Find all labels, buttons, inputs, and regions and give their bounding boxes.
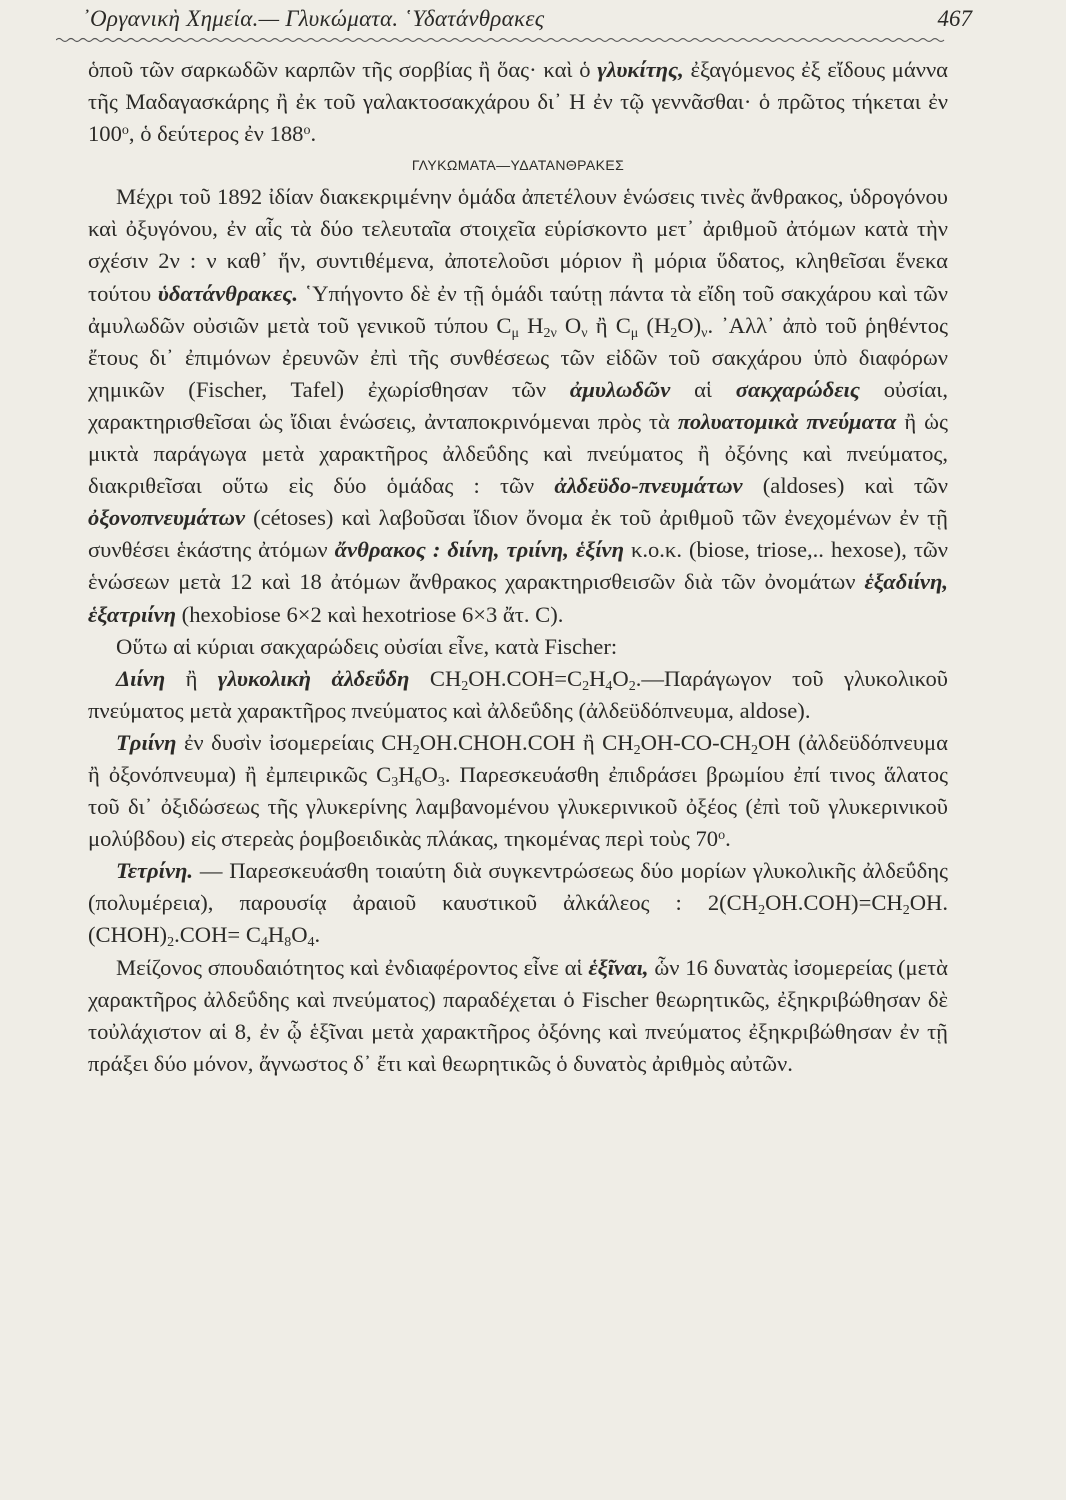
subscript: 2	[461, 678, 469, 694]
subscript: 4	[605, 678, 613, 694]
text-run: OH-CO-CH	[640, 729, 752, 755]
text-run: ὧν 16 δυνατὰς ἰσομερείας (μετὰ χαρακτῆρος ἀλδεΰδης καὶ πνεύματος) παραδέχεται ὁ Fischer θεωρητικῶς, ἐξηκριβώθησαν δὲ τοὐλάχιστον αἱ 8, ἐν ᾧ ἑξῖναι μετὰ χαρακτῆρος ὀξόνης καὶ πνεύματος ἐξηκριβώθησαν ἐν τῇ πράξει δύο μόνον, ἄγνωστος δ᾿ ἔτι καὶ θεωρητικῶς ὁ δυνατὸς ἀριθμὸς αὐτῶν.	[88, 954, 948, 1076]
subscript: 2	[758, 903, 766, 919]
text-run: (aldoses) καὶ τῶν	[742, 473, 948, 499]
text-run: .	[725, 826, 731, 852]
subscript: μ	[511, 325, 519, 341]
term-glykitis: γλυκίτης,	[597, 57, 684, 82]
degree-mark: ο	[718, 828, 726, 844]
term-amylodon: ἀμυλωδῶν	[569, 376, 671, 402]
text-run: Μείζονος σπουδαιότητος καὶ ἐνδιαφέροντος εἶνε αἱ	[116, 954, 589, 980]
subscript: 2	[902, 903, 910, 919]
subscript: 2	[751, 743, 759, 759]
term-polyatomika: πολυατομικὰ πνεύματα	[677, 408, 897, 434]
subscript: 2ν	[543, 325, 557, 341]
text-run: ἢ C	[587, 312, 631, 338]
subscript: 2	[167, 935, 175, 951]
term-ydatanthrakes: ὑδατάνθρακες.	[157, 280, 298, 306]
text-run: ἐν δυσὶν ἰσομερείαις CH	[176, 729, 413, 755]
text-run: ὁποῦ τῶν σαρκωδῶν καρπῶν τῆς σορβίας ἢ ὅας· καὶ ὁ	[88, 57, 598, 82]
text-run: .—Παράγωγον τοῦ γλυκολικοῦ πνεύματος μετὰ χαρακτῆρος πνεύματος καὶ ἀλδεΰδης (ἀλδεϋδόπνευμα, aldose).	[88, 665, 948, 723]
subscript: ν	[581, 325, 588, 341]
text-run: . Παρεσκευάσθη ἐπιδράσει βρωμίου ἐπί τινος ἅλατος τοῦ δι᾿ ὀξιδώσεως τῆς γλυκερίνης λαμβανομένου γλυκερινικοῦ ὀξέος (ἐπὶ τοῦ γλυκερινικοῦ μολύβδου) εἰς στερεὰς ῥομβοειδικὰς πλάκας, τηκομένας περὶ τοὺς 70	[88, 761, 948, 852]
subscript: 3	[391, 775, 399, 791]
subscript: 2	[670, 325, 678, 341]
text-run: κ.ο.κ. (biose, triose,.. hexose), τῶν ἑνώσεων μετὰ 12 καὶ 18 ἀτόμων ἄνθρακος χαρακτηρισθεισῶν διὰ τῶν ὀνομάτων	[88, 537, 949, 595]
subscript: 3	[437, 775, 445, 791]
paragraph-fischer: Οὕτω αἱ κύριαι σακχαρώδεις οὐσίαι εἶνε, κατὰ Fischer:	[116, 633, 618, 659]
text-run: (cétoses) καὶ λαβοῦσαι ἴδιον ὄνομα ἐκ τοῦ ἀριθμοῦ τῶν ἐνεχομένων ἐν τῇ συνθέσει ἑκάστης ἀτόμων	[88, 505, 948, 563]
running-title: ᾿Οργανικὴ Χημεία.— Γλυκώματα. ῾Υδατάνθρακες	[82, 6, 545, 31]
term-tetrine: Τετρίνη.	[116, 858, 194, 884]
subscript: 2	[633, 743, 641, 759]
text-run: (H	[638, 312, 671, 338]
paragraph-diine	[88, 663, 948, 727]
subscript: 4	[307, 935, 315, 951]
term-hexines: ἑξῖναι,	[588, 954, 649, 980]
text-run: — Παρεσκευάσθη τοιαύτη διὰ συγκεντρώσεως δύο μορίων γλυκολικῆς ἀλδεΰδης (πολυμέρεια), παρουσίᾳ ἀραιοῦ καυστικοῦ ἀλκάλεος : 2(CH	[88, 858, 948, 916]
wavy-rule	[56, 36, 946, 46]
term-sakcharodeis: σακχαρώδεις	[735, 376, 860, 402]
text-run: ῾Υπήγοντο δὲ ἐν τῇ ὁμάδι ταύτῃ πάντα τὰ εἴδη τοῦ σακχάρου καὶ τῶν ἀμυλωδῶν οὐσιῶν μετὰ τοῦ γενικοῦ τύπου C	[88, 280, 948, 338]
subscript: 2	[412, 743, 420, 759]
subscript: 2	[628, 678, 636, 694]
paragraph-triine	[88, 727, 948, 855]
text-run: οὐσίαι, χαρακτηρισθεῖσαι ὡς ἴδιαι ἑνώσεις, ἀνταποκρινόμεναι πρὸς τὰ	[88, 376, 948, 434]
paragraph-tetrine	[88, 855, 948, 951]
subscript: 6	[414, 775, 422, 791]
text-run: . ᾿Αλλ᾿ ἀπὸ τοῦ ῥηθέντος ἔτους δι᾿ ἐπιμόνων ἐρευνῶν ἐπὶ τῆς συνθέσεως τῶν εἰδῶν τοῦ σακχάρου ὑπὸ διαφόρων χημικῶν (Fischer, Tafel) ἐχωρίσθησαν τῶν	[88, 312, 948, 402]
degree-mark: ο	[121, 123, 129, 139]
intro-paragraph	[88, 54, 948, 150]
text-run: CH	[409, 665, 462, 691]
term-diine: Διίνη	[116, 665, 166, 691]
text-run: .	[310, 121, 317, 147]
text-run: ἐξαγόμενος ἐξ εἴδους μάννα τῆς Μαδαγασκάρης ἢ ἐκ τοῦ γαλακτοσακχάρου δι᾿ Η ἐν τῷ γεννᾶσθαι· ὁ πρῶτος τήκεται ἐν 100	[88, 57, 948, 147]
text-run: .COH= C	[174, 922, 261, 948]
text-run: H	[589, 665, 606, 691]
term-aldeydo: ἀλδεϋδο-πνευμάτων	[554, 473, 743, 499]
subscript: 4	[260, 935, 268, 951]
term-anthrakos: ἄνθρακος : διίνη, τριίνη, ἑξίνη	[334, 537, 624, 563]
degree-mark: ο	[303, 123, 311, 139]
text-run: ἢ ὡς μικτὰ παράγωγα μετὰ χαρακτῆρος ἀλδεΰδης καὶ πνεύματος ἢ ὀξόνης καὶ πνεύματος, διακριθεῖσαι οὕτω εἰς δύο ὁμάδας : τῶν	[88, 408, 948, 499]
text-run: Μέχρι τοῦ 1892 ἰδίαν διακεκριμένην ὁμάδα ἀπετέλουν ἑνώσεις τινὲς ἄνθρακος, ὑδρογόνου καὶ ὀξυγόνου, ἐν αἷς τὰ δύο τελευταῖα στοιχεῖα εὑρίσκοντο μετ᾿ ἀριθμοῦ ἀτόμων κατὰ τὴν σχέσιν 2ν : ν καθ᾿ ἥν, συντιθέμενα, ἀποτελοῦσι μόριον ἢ μόρια ὕδατος, κληθεῖσαι ἕνεκα τούτου	[88, 184, 948, 306]
term-triine: Τριίνη	[116, 729, 177, 755]
text-run: OH.COH=C	[468, 665, 583, 691]
text-run: O	[291, 922, 308, 948]
text-run: H	[518, 312, 544, 338]
text-run: ἢ	[165, 665, 218, 691]
text-run: αἱ	[670, 376, 736, 402]
text-run: H	[398, 761, 415, 787]
subscript: ν	[701, 325, 708, 341]
subscript: 8	[284, 935, 292, 951]
text-run: O	[556, 312, 582, 338]
text-run: OH.COH)=CH	[765, 890, 903, 916]
section-heading: ΓΛΥΚΩΜΑΤΑ—ΥΔΑΤΑΝΘΡΑΚΕΣ	[411, 157, 625, 174]
text-run: O)	[677, 312, 702, 338]
term-oxono: ὀξονοπνευμάτων	[88, 505, 246, 531]
term-glycolaldehyde: γλυκολικὴ ἀλδεΰδη	[217, 665, 410, 691]
term-hexadiine: ἑξαδιίνη, ἑξατριίνη	[88, 569, 948, 627]
page-header	[82, 4, 972, 36]
text-run: OH.(CHOH)	[88, 890, 948, 948]
text-run: OH (ἀλδεϋδόπνευμα ἢ ὀξονόπνευμα) ἢ ἐμπειρικῶς C	[88, 729, 948, 787]
text-run: , ὁ δεύτερος ἐν 188	[128, 121, 304, 147]
subscript: 2	[582, 678, 590, 694]
paragraph-hexines	[88, 952, 948, 1080]
text-run: OH.CHOH.COH ἢ CH	[419, 729, 634, 755]
text-run: O	[612, 665, 629, 691]
text-run: (hexobiose 6×2 καὶ hexotriose 6×3 ἄτ. C).	[176, 601, 564, 627]
text-run: O	[421, 761, 438, 787]
text-run: .	[314, 922, 321, 948]
paragraph-definition	[88, 181, 948, 630]
page-number: 467	[937, 6, 972, 31]
main-text	[88, 54, 948, 1080]
text-run: H	[267, 922, 285, 948]
subscript: μ	[630, 325, 639, 341]
